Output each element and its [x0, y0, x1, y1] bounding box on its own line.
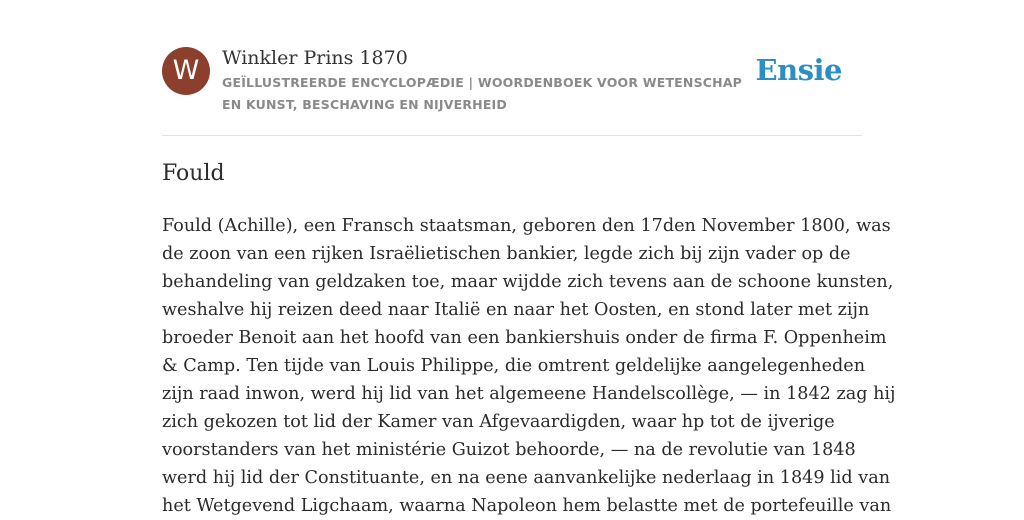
source-subtitle: GEÏLLUSTREERDE ENCYCLOPÆDIE | WOORDENBOEK VOOR WETENSCHAP EN KUNST, BESCHAVING EN NIJVERHEID — [222, 75, 743, 112]
entry-line: zich gekozen tot lid der Kamer van Afgevaardigden, waar hp tot de ijverige — [162, 412, 835, 432]
entry-body — [162, 212, 896, 520]
entry-line: zijn raad inwon, werd hij lid van het algemeene Handelscollège, — in 1842 zag hij — [162, 384, 896, 404]
source-title[interactable]: Winkler Prins 1870 — [222, 47, 408, 69]
header-divider — [162, 135, 862, 136]
entry-line: Fould (Achille), een Fransch staatsman, geboren den 17den November 1800, was — [162, 216, 891, 236]
entry-line: de zoon van een rijken Israëlietischen bankier, legde zich bij zijn vader op de — [162, 244, 851, 264]
entry-line: het Wetgevend Ligchaam, waarna Napoleon hem belastte met de portefeuille van — [162, 496, 892, 516]
entry-line: broeder Benoit aan het hoofd van een bankiershuis onder de firma F. Oppenheim — [162, 328, 887, 348]
entry-line: voorstanders van het ministérie Guizot behoorde, — na de revolutie van 1848 — [162, 440, 856, 460]
ensie-logo[interactable]: Ensie — [755, 53, 842, 87]
source-header — [162, 46, 862, 116]
entry-line: & Camp. Ten tijde van Louis Philippe, die omtrent geldelijke aangelegenheden — [162, 356, 866, 376]
source-avatar[interactable]: W — [162, 47, 210, 95]
entry-line: behandeling van geldzaken toe, maar wijdde zich tevens aan de schoone kunsten, — [162, 272, 894, 292]
entry-line: werd hij lid der Constituante, en na eene aanvankelijke nederlaag in 1849 lid van — [162, 468, 891, 488]
entry-line: weshalve hij reizen deed naar Italië en naar het Oosten, en stond later met zijn — [162, 300, 870, 320]
entry-title: Fould — [162, 161, 225, 186]
